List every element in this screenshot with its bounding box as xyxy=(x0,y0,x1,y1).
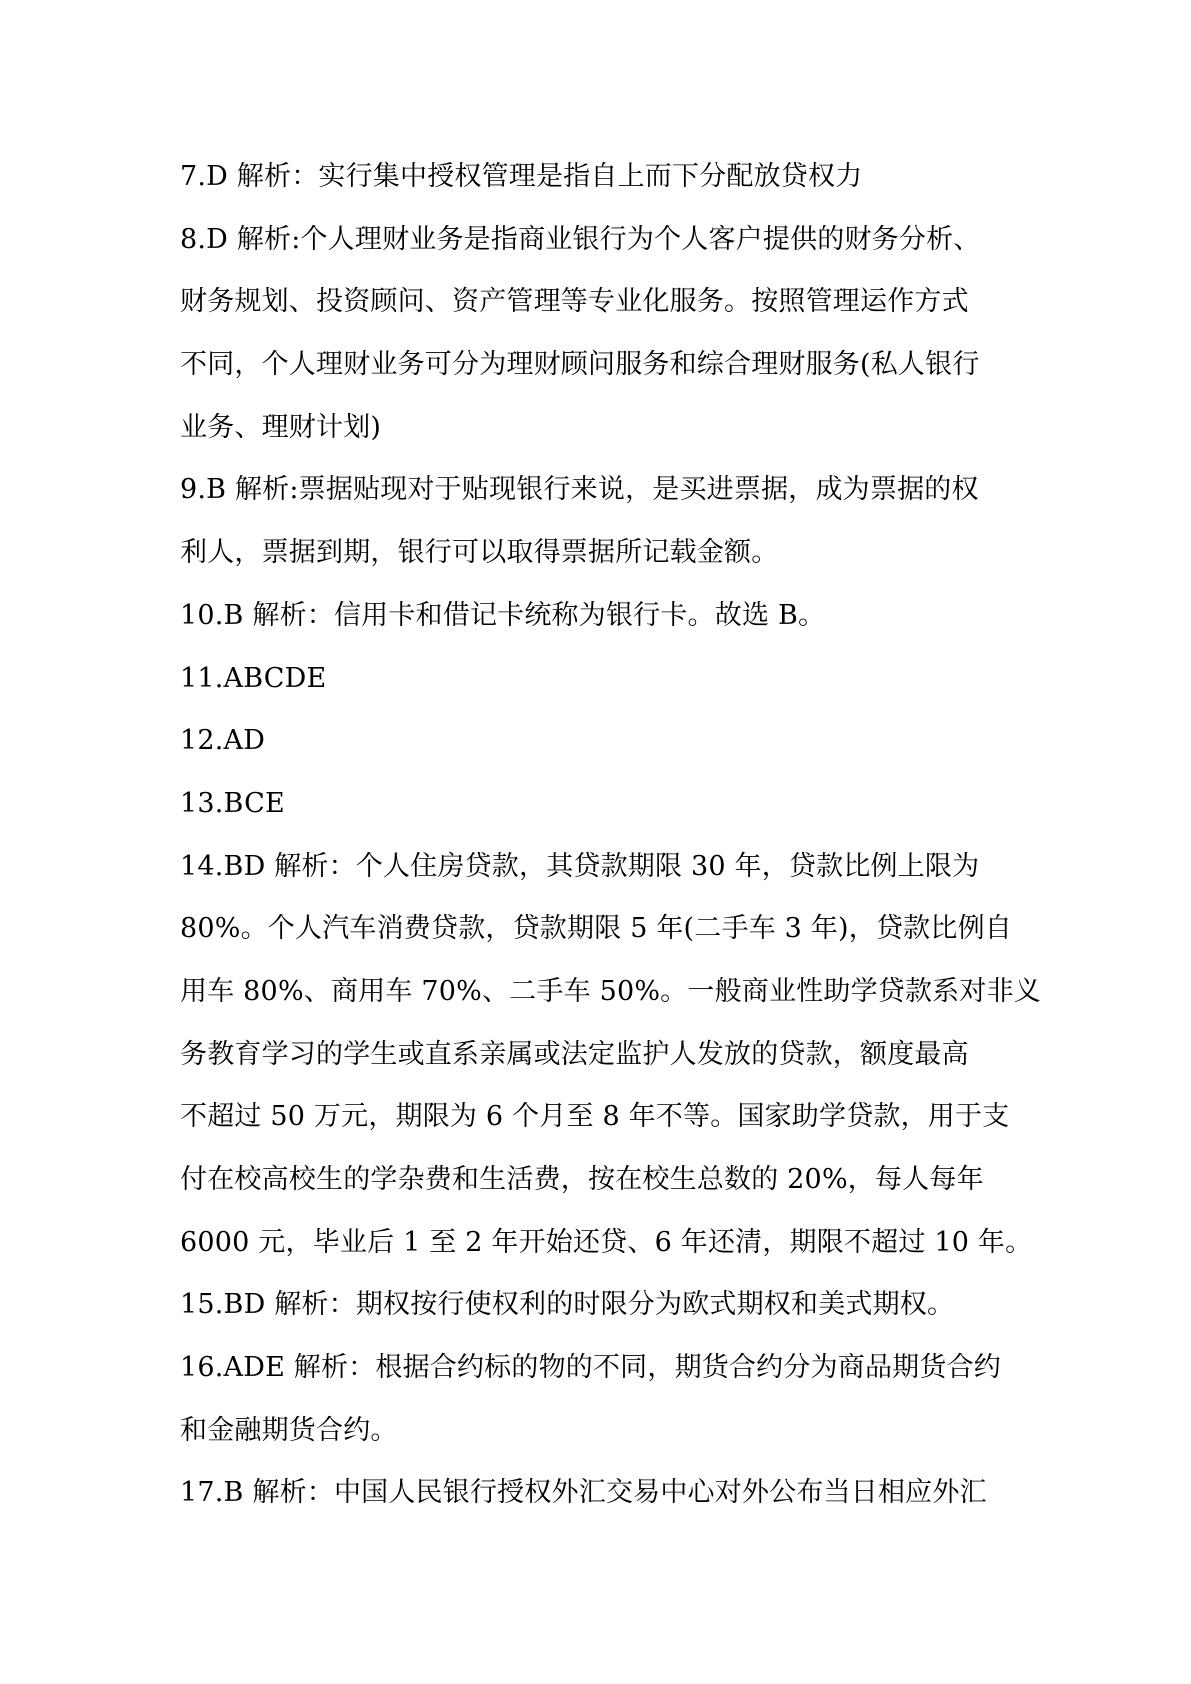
text-line: 财务规划、投资顾问、资产管理等专业化服务。按照管理运作方式 xyxy=(180,286,969,318)
answer-explanations xyxy=(180,146,1041,1525)
text-line: 17.B 解析：中国人民银行授权外汇交易中心对外公布当日相应外汇 xyxy=(180,1477,987,1509)
text-line: 不同，个人理财业务可分为理财顾问服务和综合理财服务(私人银行 xyxy=(180,349,980,381)
text-line: 务教育学习的学生或直系亲属或法定监护人发放的贷款，额度最高 xyxy=(180,1038,969,1070)
text-line: 6000 元，毕业后 1 至 2 年开始还贷、6 年还清，期限不超过 10 年。 xyxy=(180,1226,1033,1258)
text-line: 10.B 解析：信用卡和借记卡统称为银行卡。故选 B。 xyxy=(180,599,826,631)
text-line: 利人，票据到期，银行可以取得票据所记载金额。 xyxy=(180,537,779,569)
text-line: 16.ADE 解析：根据合约标的物的不同，期货合约分为商品期货合约 xyxy=(180,1352,1001,1384)
text-line: 8.D 解析:个人理财业务是指商业银行为个人客户提供的财务分析、 xyxy=(180,223,981,255)
text-line: 付在校高校生的学杂费和生活费，按在校生总数的 20%，每人每年 xyxy=(180,1164,984,1195)
text-line: 和金融期货合约。 xyxy=(180,1414,398,1446)
text-line: 80%。个人汽车消费贷款，贷款期限 5 年(二手车 3 年)，贷款比例自 xyxy=(180,913,1012,945)
text-line: 7.D 解析：实行集中授权管理是指自上而下分配放贷权力 xyxy=(180,161,863,192)
text-line: 14.BD 解析：个人住房贷款，其贷款期限 30 年，贷款比例上限为 xyxy=(180,850,980,882)
text-line: 15.BD 解析：期权按行使权利的时限分为欧式期权和美式期权。 xyxy=(180,1289,955,1321)
text-line: 业务、理财计划) xyxy=(180,411,382,443)
text-line: 12.AD xyxy=(180,725,266,757)
text-line: 11.ABCDE xyxy=(180,662,327,694)
text-line: 用车 80%、商用车 70%、二手车 50%。一般商业性助学贷款系对非义 xyxy=(180,975,1041,1007)
text-line: 不超过 50 万元，期限为 6 个月至 8 年不等。国家助学贷款，用于支 xyxy=(180,1101,1010,1133)
text-line: 13.BCE xyxy=(180,787,285,819)
text-line: 9.B 解析:票据贴现对于贴现银行来说，是买进票据，成为票据的权 xyxy=(180,474,979,506)
